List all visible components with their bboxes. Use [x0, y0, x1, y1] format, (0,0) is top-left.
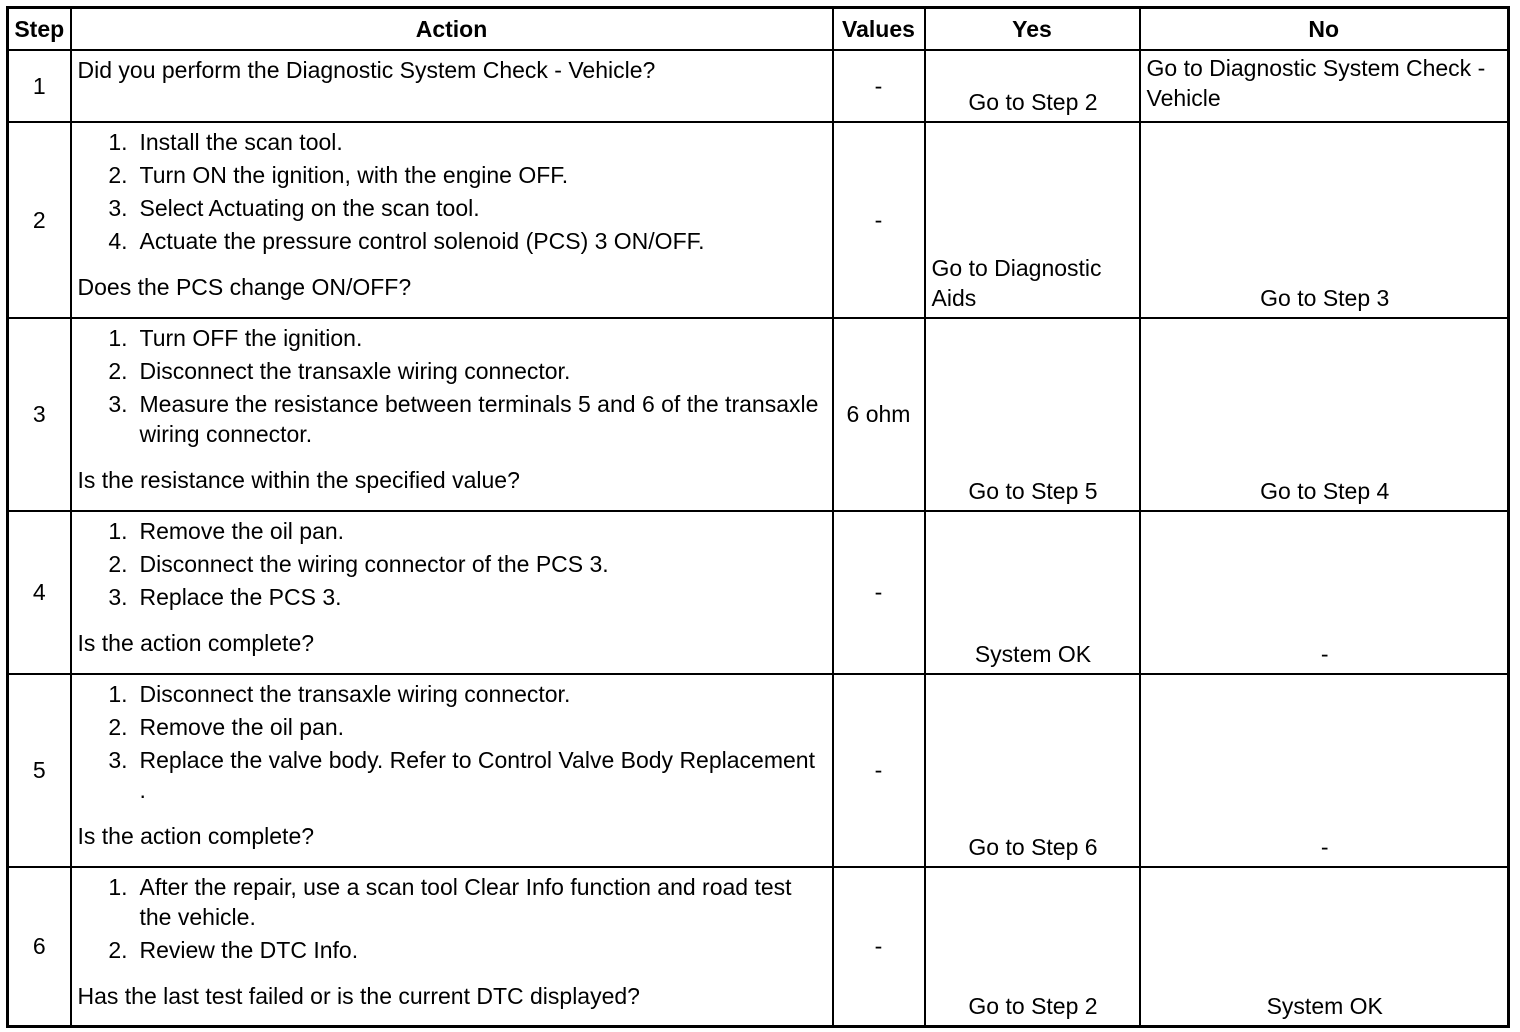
action-cell [71, 867, 833, 1027]
action-steps [78, 323, 828, 449]
header-values: Values [833, 8, 925, 50]
action-step-item: 3. Replace the PCS 3. [108, 583, 342, 610]
value-cell: - [833, 511, 925, 674]
header-action: Action [71, 8, 833, 50]
header-yes: Yes [925, 8, 1140, 50]
action-step-item: 1. After the repair, use a scan tool Clear Info function and road test the vehicle. [108, 873, 792, 930]
step-number: 4 [8, 511, 71, 674]
action-step-item: 1. Remove the oil pan. [108, 517, 345, 544]
step-number: 1 [8, 50, 71, 122]
action-steps [78, 679, 828, 805]
action-cell [71, 318, 833, 511]
action-step-item: 2. Remove the oil pan. [108, 713, 345, 740]
value-cell: - [833, 674, 925, 867]
header-row [8, 8, 1509, 50]
yes-cell: System OK [925, 511, 1140, 674]
value-cell: 6 ohm [833, 318, 925, 511]
action-step-item: 1. Disconnect the transaxle wiring connector. [108, 680, 571, 707]
action-question: Is the action complete? [77, 822, 315, 849]
value-cell: - [833, 50, 925, 122]
no-cell: System OK [1140, 867, 1509, 1027]
table-row [8, 50, 1509, 122]
table-row [8, 674, 1509, 867]
action-step-item: 4. Actuate the pressure control solenoid (PCS) 3 ON/OFF. [108, 227, 705, 254]
action-question: Does the PCS change ON/OFF? [77, 273, 412, 300]
value-cell: - [833, 122, 925, 318]
step-number: 6 [8, 867, 71, 1027]
step-number: 2 [8, 122, 71, 318]
table-row [8, 511, 1509, 674]
action-question: Is the resistance within the specified value? [77, 466, 520, 493]
action-steps [78, 872, 828, 965]
no-cell: Go to Step 3 [1140, 122, 1509, 318]
action-step-item: 3. Select Actuating on the scan tool. [108, 194, 480, 221]
diagnostic-table [6, 6, 1510, 1028]
action-step-item: 3. Measure the resistance between terminals 5 and 6 of the transaxle wiring connector. [108, 390, 819, 447]
action-question: Is the action complete? [77, 629, 315, 656]
table-row [8, 867, 1509, 1027]
step-number: 5 [8, 674, 71, 867]
action-cell [71, 511, 833, 674]
action-cell [71, 674, 833, 867]
yes-cell: Go to Step 5 [925, 318, 1140, 511]
value-cell: - [833, 867, 925, 1027]
action-steps [78, 127, 828, 256]
no-cell: - [1140, 511, 1509, 674]
action-step-item: 1. Install the scan tool. [108, 128, 343, 155]
action-cell [71, 122, 833, 318]
header-step: Step [8, 8, 71, 50]
step-number: 3 [8, 318, 71, 511]
yes-cell: Go to Step 2 [925, 867, 1140, 1027]
action-step-item: 2. Turn ON the ignition, with the engine OFF. [108, 161, 569, 188]
action-step-item: 2. Disconnect the wiring connector of the PCS 3. [108, 550, 609, 577]
table-row [8, 318, 1509, 511]
action-step-item: 3. Replace the valve body. Refer to Control Valve Body Replacement . [108, 746, 815, 803]
header-no: No [1140, 8, 1509, 50]
yes-cell: Go to Step 2 [925, 50, 1140, 122]
action-cell [71, 50, 833, 122]
no-cell: Go to Step 4 [1140, 318, 1509, 511]
table-row [8, 122, 1509, 318]
action-steps [78, 516, 828, 612]
action-question: Did you perform the Diagnostic System Check - Vehicle? [77, 56, 656, 83]
yes-cell: Go to Step 6 [925, 674, 1140, 867]
action-question: Has the last test failed or is the current DTC displayed? [77, 982, 640, 1009]
no-cell: Go to Diagnostic System Check - Vehicle [1140, 50, 1509, 122]
action-step-item: 2. Disconnect the transaxle wiring connector. [108, 357, 571, 384]
yes-cell: Go to Diagnostic Aids [925, 122, 1140, 318]
action-step-item: 1. Turn OFF the ignition. [108, 324, 363, 351]
action-step-item: 2. Review the DTC Info. [108, 936, 359, 963]
no-cell: - [1140, 674, 1509, 867]
